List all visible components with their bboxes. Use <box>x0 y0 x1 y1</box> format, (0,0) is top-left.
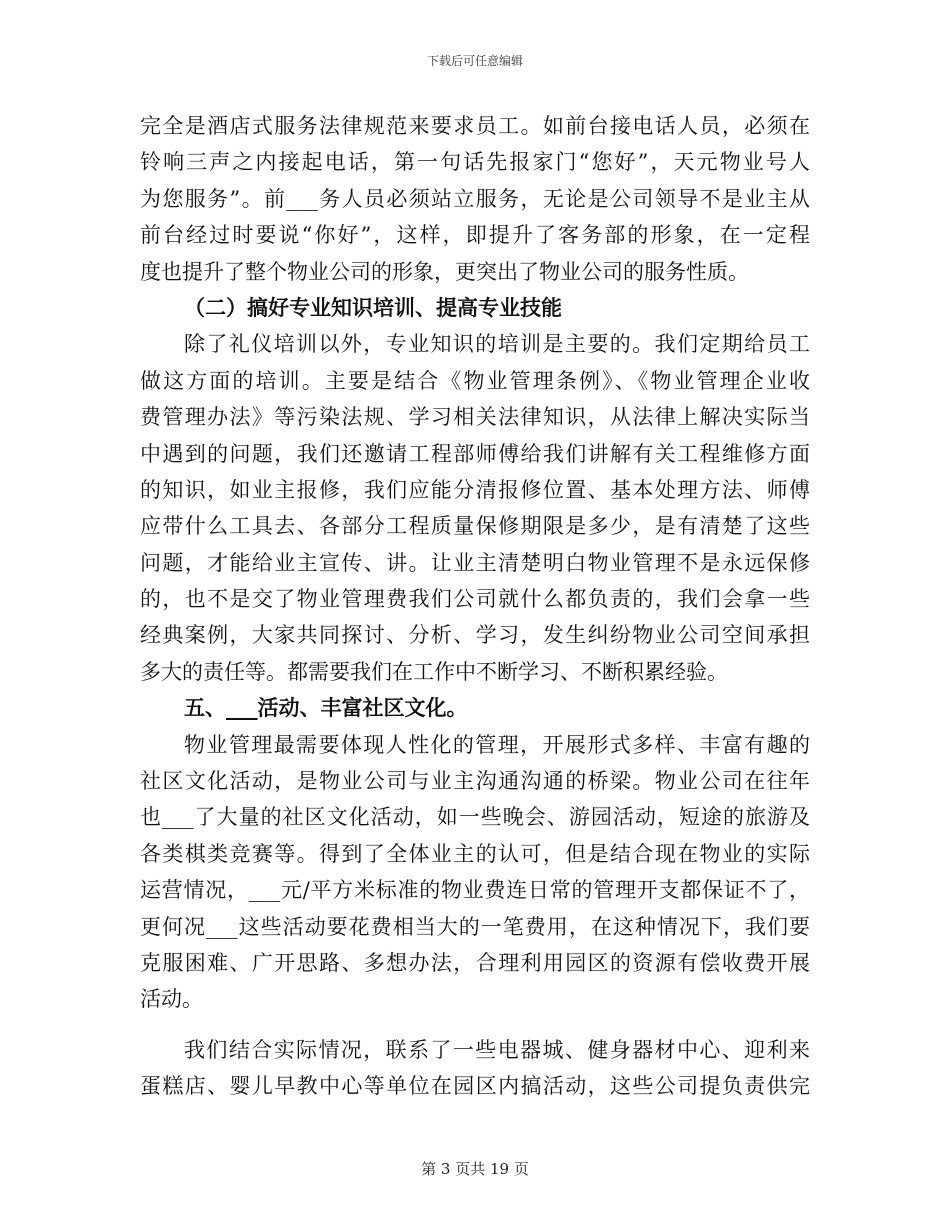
page-header: 下载后可任意编辑 <box>426 54 523 68</box>
body-line: 前台经过时要说“你好”，这样，即提升了客务部的形象，在一定程 <box>140 223 810 248</box>
section-heading: 五、___活动、丰富社区文化。 <box>184 695 468 721</box>
body-line: 的，也不是交了物业管理费我们公司就什么都负责的，我们会拿一些 <box>140 587 810 612</box>
body-line: 应带什么工具去、各部分工程质量保修期限是多少，是有清楚了这些 <box>140 514 810 539</box>
body-line: 社区文化活动，是物业公司与业主沟通沟通的桥梁。物业公司在往年 <box>140 769 810 794</box>
body-line: 费管理办法》等污染法规、学习相关法律知识，从法律上解决实际当 <box>140 405 810 430</box>
body-line: 经典案例，大家共同探讨、分析、学习，发生纠纷物业公司空间承担 <box>140 623 810 648</box>
body-line: 活动。 <box>140 987 203 1012</box>
body-line: 完全是酒店式服务法律规范来要求员工。如前台接电话人员，必须在 <box>140 114 810 138</box>
body-line: 蛋糕店、婴儿早教中心等单位在园区内搞活动，这些公司提负责供完 <box>140 1074 810 1099</box>
body-line: 做这方面的培训。主要是结合《物业管理条例》、《物业管理企业收 <box>140 368 810 393</box>
body-line: 铃响三声之内接起电话，第一句话先报家门“您好”，天元物业号人 <box>140 150 810 175</box>
body-line: 多大的责任等。都需要我们在工作中不断学习、不断积累经验。 <box>140 659 728 684</box>
page-number: 第 3 页共 19 页 <box>421 1160 529 1178</box>
body-line: 也___了大量的社区文化活动，如一些晚会、游园活动，短途的旅游及 <box>140 805 810 830</box>
body-line: 度也提升了整个物业公司的形象，更突出了物业公司的服务性质。 <box>140 259 749 284</box>
body-line: 各类棋类竞赛等。得到了全体业主的认可，但是结合现在物业的实际 <box>140 841 810 866</box>
paragraph-spacer <box>140 1018 810 1032</box>
section-heading: （二）搞好专业知识培训、提高专业技能 <box>184 294 562 320</box>
body-line: 中遇到的问题，我们还邀请工程部师傅给我们讲解有关工程维修方面 <box>140 441 810 466</box>
body-line: 问题，才能给业主宣传、讲。让业主清楚明白物业管理不是永远保修 <box>140 550 810 575</box>
body-line: 更何况___这些活动要花费相当大的一笔费用，在这种情况下，我们要 <box>140 914 810 939</box>
paragraph-first-line: 除了礼仪培训以外，专业知识的培训是主要的。我们定期给员工 <box>184 332 810 357</box>
paragraph-first-line: 物业管理最需要体现人性化的管理，开展形式多样、丰富有趣的 <box>184 732 810 757</box>
document-body <box>140 108 810 1105</box>
body-line: 运营情况，___元/平方米标准的物业费连日常的管理开支都保证不了， <box>140 878 810 903</box>
body-line: 为您服务”。前___务人员必须站立服务，无论是公司领导不是业主从 <box>140 186 810 211</box>
paragraph-first-line: 我们结合实际情况，联系了一些电器城、健身器材中心、迎利来 <box>184 1037 810 1062</box>
body-line: 的知识，如业主报修，我们应能分清报修位置、基本处理方法、师傅 <box>140 477 810 502</box>
body-line: 克服困难、广开思路、多想办法，合理利用园区的资源有偿收费开展 <box>140 950 810 975</box>
